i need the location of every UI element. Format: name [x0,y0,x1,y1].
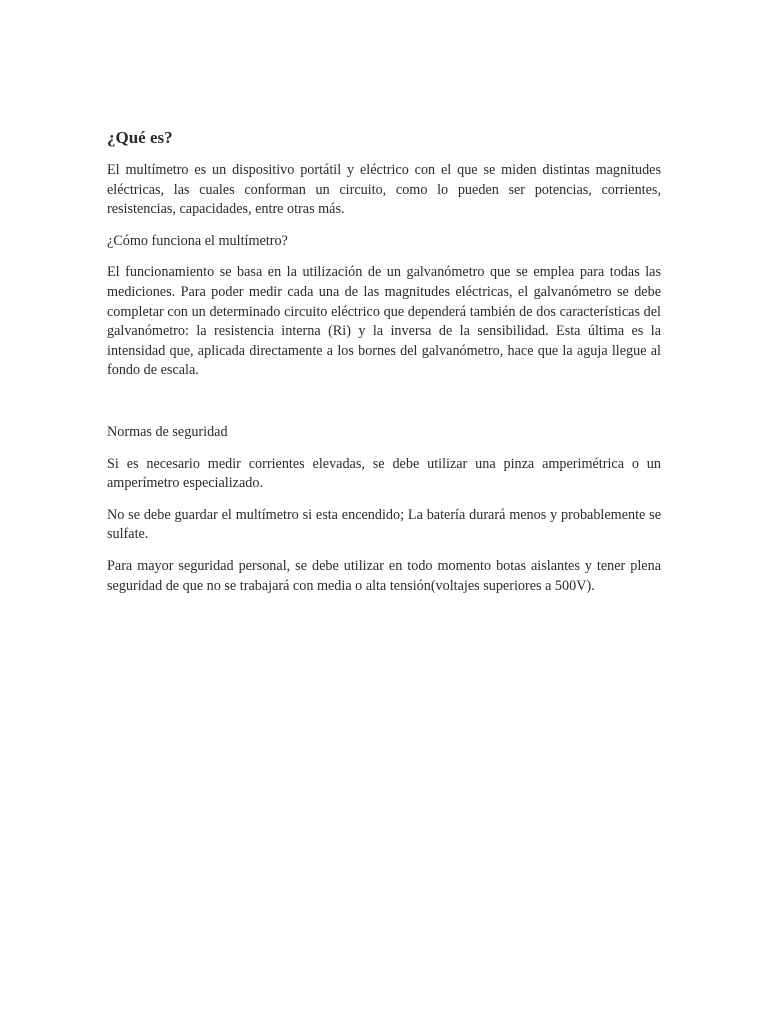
paragraph-safety-title: Normas de seguridad [107,423,228,440]
section-heading: ¿Qué es? [107,128,173,147]
document-body [107,127,661,608]
paragraph-definition: El multímetro es un dispositivo portátil y eléctrico con el que se miden distintas magnitudes eléctricas, las cuales conforman un circuito, como lo pueden ser potencias, corrientes, resistencias, capacidades, entre otras más. [107,162,661,218]
paragraph-safety-1: Si es necesario medir corrientes elevadas, se debe utilizar una pinza amperimétrica o un amperímetro especializado. [107,455,661,492]
paragraph-how-it-works-title: ¿Cómo funciona el multímetro? [107,232,288,249]
paragraph-how-it-works: El funcionamiento se basa en la utilización de un galvanómetro que se emplea para todas las mediciones. Para poder medir cada una de las magnitudes eléctricas, el galvanómetro se debe completar con un determinado circuito eléctrico que dependerá también de dos características del galvanómetro: la resistencia interna (Ri) y la inversa de la sensibilidad. Esta última es la intensidad que, aplicada directamente a los bornes del galvanómetro, hace que la aguja llegue al fondo de escala. [107,264,661,379]
paragraph-safety-3: Para mayor seguridad personal, se debe utilizar en todo momento botas aislantes y tener plena seguridad de que no se trabajará con media o alta tensión(voltajes superiores a 500V). [107,557,661,594]
paragraph-safety-2: No se debe guardar el multímetro si esta encendido; La batería durará menos y probablemente se sulfate. [107,506,661,543]
